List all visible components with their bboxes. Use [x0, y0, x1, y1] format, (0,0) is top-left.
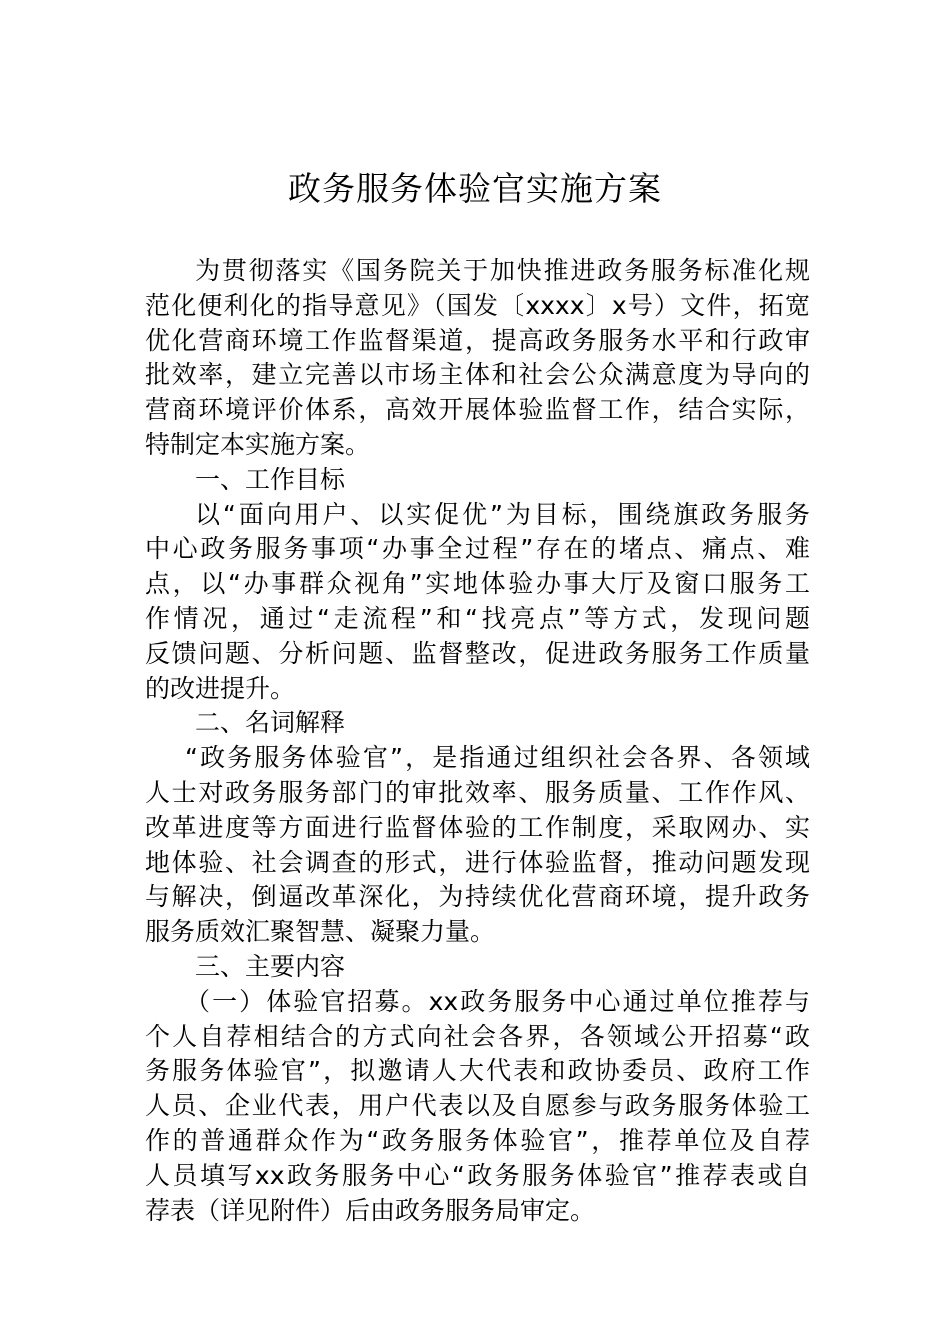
paragraph-line: 营商环境评价体系，高效开展体验监督工作，结合实际， — [145, 395, 810, 425]
paragraph-line: 务服务体验官”，拟邀请人大代表和政协委员、政府工作 — [145, 1056, 810, 1086]
paragraph-line: 中心政务服务事项“办事全过程”存在的堵点、痛点、难 — [145, 534, 810, 564]
paragraph-line: 荐表（详见附件）后由政务服务局审定。 — [145, 1195, 596, 1225]
section-heading: 一、工作目标 — [195, 464, 346, 494]
paragraph-line: 个人自荐相结合的方式向社会各界，各领域公开招募“政 — [145, 1021, 810, 1051]
paragraph-line: 优化营商环境工作监督渠道，提高政务服务水平和行政审 — [145, 325, 810, 355]
paragraph-line: 作情况，通过“走流程”和“找亮点”等方式，发现问题 — [145, 603, 810, 633]
paragraph-line: （一）体验官招募。xx政务服务中心通过单位推荐与 — [185, 986, 810, 1016]
paragraph-line: 地体验、社会调查的形式，进行体验监督，推动问题发现 — [145, 847, 810, 877]
paragraph-line: 人士对政务服务部门的审批效率、服务质量、工作作风、 — [145, 777, 810, 807]
section-heading: 二、名词解释 — [195, 708, 346, 738]
section-heading: 三、主要内容 — [195, 951, 346, 981]
paragraph-line: 改革进度等方面进行监督体验的工作制度，采取网办、实 — [145, 812, 810, 842]
paragraph-line: 点，以“办事群众视角”实地体验办事大厅及窗口服务工 — [145, 569, 810, 599]
paragraph-line: “政务服务体验官”，是指通过组织社会各界、各领域 — [185, 743, 810, 773]
paragraph-line: 范化便利化的指导意见》（国发〔xxxx〕x号）文件，拓宽 — [145, 290, 810, 320]
paragraph-line: 批效率，建立完善以市场主体和社会公众满意度为导向的 — [145, 360, 810, 390]
paragraph-line: 特制定本实施方案。 — [145, 429, 371, 459]
paragraph-line: 为贯彻落实《国务院关于加快推进政务服务标准化规 — [195, 256, 810, 285]
document-body — [145, 254, 810, 1228]
paragraph-line: 与解决，倒逼改革深化，为持续优化营商环境，提升政务 — [145, 882, 810, 912]
paragraph-line: 反馈问题、分析问题、监督整改，促进政务服务工作质量 — [145, 638, 810, 668]
paragraph-line: 人员填写xx政务服务中心“政务服务体验官”推荐表或自 — [145, 1160, 810, 1190]
paragraph-line: 的改进提升。 — [145, 673, 296, 703]
document-title: 政务服务体验官实施方案 — [288, 169, 662, 208]
paragraph-line: 以“面向用户、以实促优”为目标，围绕旗政务服务 — [195, 499, 810, 529]
paragraph-line: 服务质效汇聚智慧、凝聚力量。 — [145, 917, 496, 947]
paragraph-line: 人员、企业代表，用户代表以及自愿参与政务服务体验工 — [145, 1091, 810, 1121]
paragraph-line: 作的普通群众作为“政务服务体验官”，推荐单位及自荐 — [145, 1125, 810, 1155]
